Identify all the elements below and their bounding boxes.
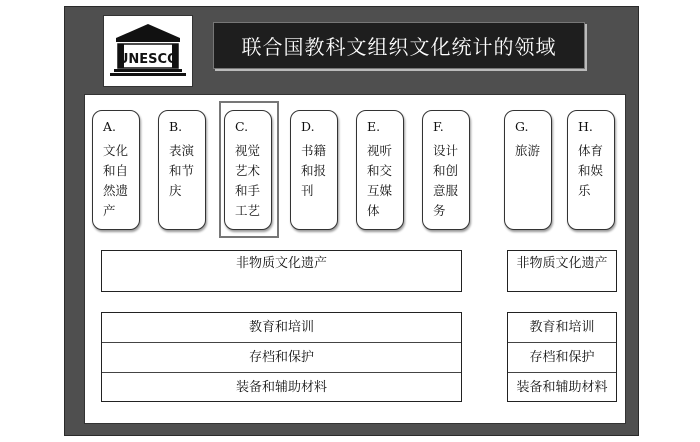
domain-letter: C.	[235, 119, 249, 134]
domain-card-c[interactable]	[224, 110, 272, 230]
domain-letter: E.	[367, 119, 381, 134]
unesco-logo	[103, 15, 193, 87]
domain-name: 设计和创意服务	[433, 143, 459, 218]
intangible-heritage-bar-main	[101, 250, 462, 292]
intangible-heritage-label: 非物质文化遗产	[235, 256, 327, 271]
domain-letter: F.	[433, 119, 444, 134]
domain-card-f[interactable]	[422, 110, 470, 230]
intangible-heritage-bar-side	[507, 250, 617, 292]
domain-name: 书籍和报刊	[301, 143, 327, 198]
transversal-domains-main	[101, 312, 462, 402]
education-training-row: 教育和培训	[102, 313, 461, 343]
equipment-materials-row: 装备和辅助材料	[516, 380, 608, 395]
domain-letter: A.	[103, 119, 117, 134]
domain-card-h[interactable]	[567, 110, 615, 230]
domain-name: 体育和娱乐	[578, 143, 604, 198]
domain-letter: G.	[515, 119, 529, 134]
archiving-preservation-row: 存档和保护	[508, 343, 616, 373]
equipment-materials-row: 装备和辅助材料	[235, 380, 327, 395]
domain-card-a[interactable]	[92, 110, 140, 230]
intangible-heritage-label: 非物质文化遗产	[516, 256, 608, 271]
domain-letter: B.	[169, 119, 183, 134]
domain-letter: H.	[578, 119, 593, 134]
logo-text: UNESCO	[117, 52, 179, 67]
domain-name: 表演和节庆	[169, 143, 195, 198]
domain-name: 文化和自然遗产	[103, 143, 129, 218]
archiving-preservation-row: 存档和保护	[102, 343, 461, 373]
domain-name: 视听和交互媒体	[367, 143, 393, 218]
domain-card-g[interactable]	[504, 110, 552, 230]
domain-card-b[interactable]	[158, 110, 206, 230]
domain-card-d[interactable]	[290, 110, 338, 230]
domain-name: 旅游	[515, 143, 541, 158]
transversal-domains-side	[507, 312, 617, 402]
domain-card-e[interactable]	[356, 110, 404, 230]
education-training-row: 教育和培训	[508, 313, 616, 343]
domain-name: 视觉艺术和手工艺	[235, 143, 261, 218]
diagram-title: 联合国教科文组织文化统计的领域	[213, 22, 585, 69]
domain-letter: D.	[301, 119, 315, 134]
unesco-temple-logo-icon	[104, 16, 192, 86]
